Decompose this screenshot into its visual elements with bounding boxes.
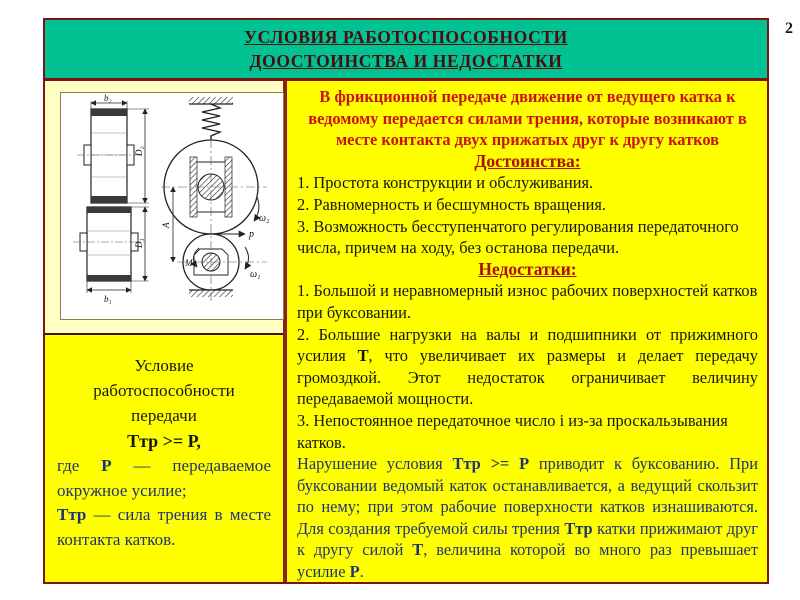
- omega2-label: ω₂: [259, 213, 270, 224]
- condition-heading-line-2: работоспособности: [93, 381, 235, 400]
- content-panel: [287, 81, 767, 582]
- title-line-2: ДООСТОИНСТВА И НЕДОСТАТКИ: [249, 51, 563, 71]
- title-line-1: УСЛОВИЯ РАБОТОСПОСОБНОСТИ: [244, 26, 568, 47]
- disadvantage-item-3: 3. Непостоянное передаточное число i из-за проскальзывания катков.: [297, 410, 728, 452]
- advantage-item-1: 1. Простота конструкции и обслуживания.: [297, 173, 594, 193]
- slide-body: [45, 81, 767, 582]
- condition-heading-line-3: передачи: [131, 406, 197, 425]
- condition-formula: Ттр >= Р,: [127, 431, 201, 451]
- ceiling-hatch: [189, 97, 233, 104]
- advantages-heading: Достоинства:: [474, 150, 581, 171]
- roller2-top-band: [91, 109, 127, 116]
- roller1-side: [87, 207, 131, 281]
- roller2-bottom-band: [91, 196, 127, 203]
- dim-label-b1: b₁: [104, 294, 112, 304]
- roller1-bottom-band: [87, 275, 131, 281]
- dim-label-D2: D₂: [134, 146, 144, 156]
- dim-label-A: A: [161, 222, 171, 228]
- condition-definition-P: где Р — передаваемое окружное усилие;: [57, 456, 271, 500]
- roller1-top-band: [87, 207, 131, 213]
- roller2-side: [91, 109, 127, 203]
- slide-frame: [43, 18, 769, 584]
- friction-drive-diagram: [61, 93, 283, 319]
- diagram-section: [45, 81, 283, 333]
- advantage-item-2: 2. Равномерность и бесшумность вращения.: [297, 194, 606, 214]
- M1-label: M₁: [185, 258, 196, 268]
- intro-paragraph: В фрикционной передаче движение от ведущего катка к ведомому передается силами трения, которые возникают в месте контакта двух прижатых друг к другу катков: [308, 87, 747, 150]
- disadvantage-item-2: 2. Большие нагрузки на валы и подшипники от прижимного усилия Т, что увеличивает их размеры и делает передачу громоздкой. Этот недостаток ограничивает величину передаваемой мощности.: [297, 324, 758, 409]
- condition-box: [45, 333, 283, 582]
- force-P-label: p: [249, 229, 254, 240]
- left-column: [45, 81, 287, 582]
- disadvantages-heading: Недостатки:: [478, 258, 577, 279]
- dim-label-b2: b₂: [104, 93, 112, 103]
- advantage-item-3: 3. Возможность бесступенчатого регулирования передаточного числа, причем на ходу, без останова передачи.: [297, 216, 739, 258]
- condition-heading-line-1: Условие: [134, 356, 194, 375]
- condition-definition-Ttr: Ттр — сила трения в месте контакта катков.: [57, 505, 271, 549]
- omega1-label: ω₁: [250, 269, 261, 280]
- diagram-box: [60, 92, 284, 320]
- conclusion-paragraph: Нарушение условия Ттр >= Р приводит к буксованию. При буксовании ведомый каток останавливается, а ведущий скользит по нему; при этом рабочие поверхности катков изнашиваются. Для создания требуемой силы трения Ттр катки прижимают друг к другу силой Т, величина которой во много раз превышает усилие Р.: [297, 454, 759, 582]
- disadvantage-item-1: 1. Большой и неравномерный износ рабочих поверхностей катков при буксовании.: [297, 281, 758, 322]
- dim-label-D1: D₁: [134, 238, 144, 248]
- title-banner: [45, 20, 767, 81]
- page-number: 2: [785, 20, 793, 37]
- pressure-spring: [202, 104, 220, 140]
